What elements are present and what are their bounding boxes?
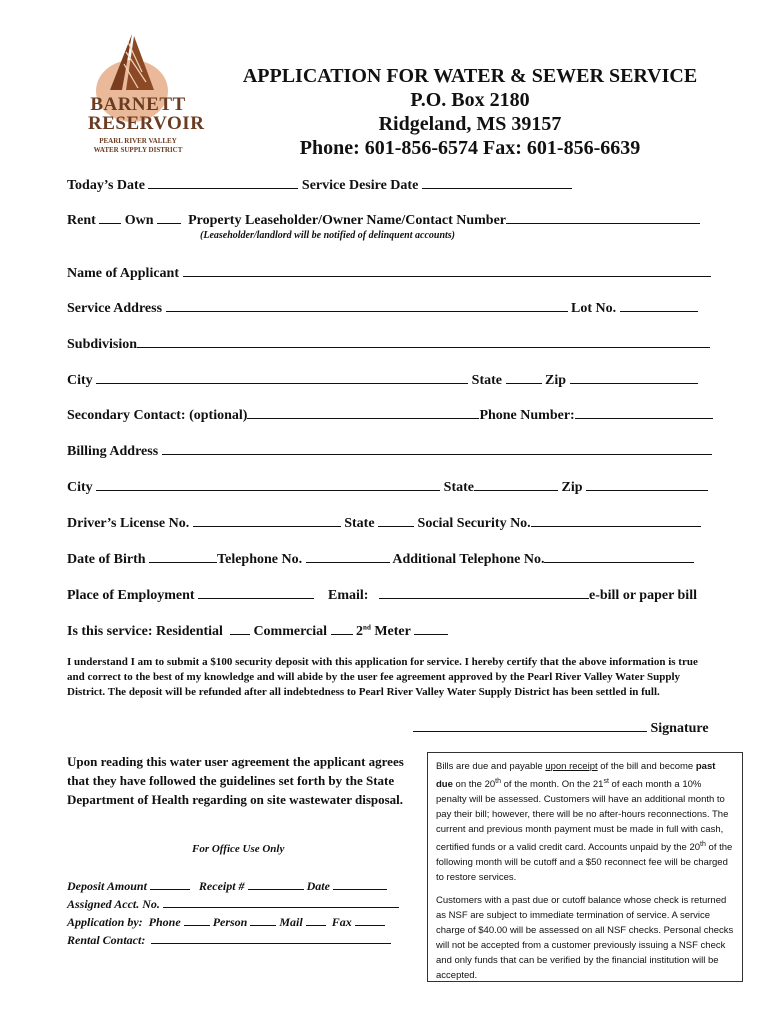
todays-date-label: Today’s Date <box>67 178 145 193</box>
dob-field[interactable] <box>149 550 217 563</box>
phone-number-field[interactable] <box>575 406 713 419</box>
fax-field[interactable] <box>355 913 385 926</box>
person-label: Person <box>212 915 248 929</box>
address-city: Ridgeland, MS 39157 <box>378 113 562 135</box>
barnett-reservoir-logo <box>88 32 205 162</box>
zip-label: Zip <box>545 373 567 388</box>
secondary-contact-field[interactable] <box>247 406 479 419</box>
service-address-label: Service Address <box>67 301 163 316</box>
row-drivers-license <box>67 514 701 532</box>
phone-number-label: Phone Number: <box>479 408 575 423</box>
commercial-field[interactable] <box>331 622 353 635</box>
email-label: Email: <box>328 588 369 603</box>
applicant-label: Name of Applicant <box>67 266 179 281</box>
billing-address-field[interactable] <box>162 442 712 455</box>
applicant-field[interactable] <box>183 264 711 277</box>
policy-text-d: of the month. On the 21 <box>501 779 604 791</box>
email-field[interactable] <box>379 586 589 599</box>
date-field[interactable] <box>333 877 387 890</box>
policy-sup-2: st <box>603 778 609 785</box>
sailboat-icon <box>102 32 162 94</box>
row-rent-own <box>67 211 700 229</box>
row-secondary-contact <box>67 406 713 424</box>
date-label: Date <box>306 879 330 893</box>
fax-label: Fax <box>331 915 352 929</box>
po-box: P.O. Box 2180 <box>410 89 530 111</box>
row-dates <box>67 176 572 194</box>
billing-city-label: City <box>67 480 93 495</box>
second-meter-number: 2 <box>356 624 364 639</box>
service-desire-date-label: Service Desire Date <box>301 178 419 193</box>
zip-field[interactable] <box>570 371 698 384</box>
policy-text-past-due: past due <box>436 761 716 791</box>
rent-label: Rent <box>67 213 96 228</box>
billing-state-field[interactable] <box>474 478 558 491</box>
subdivision-label: Subdivision <box>67 337 138 352</box>
phone-fax: Phone: 601-856-6574 Fax: 601-856-6639 <box>299 137 641 159</box>
row-city-2 <box>67 478 708 496</box>
form-header <box>200 64 740 160</box>
policy-text-a: Bills are due and payable <box>436 761 546 772</box>
lot-no-field[interactable] <box>620 299 698 312</box>
policy-text-b: of the bill and become <box>597 761 696 772</box>
assigned-label: Assigned Acct. No. <box>67 897 160 911</box>
service-desire-date-field[interactable] <box>422 176 572 189</box>
billing-city-field[interactable] <box>96 478 440 491</box>
billing-policy-paragraph-2: Customers with a past due or cutoff balance whose check is returned as NSF are subject to immediate termination of service. A service charge of $40.00 will be assessed on all NSF checks. Personal checks will not be accepted from a customer previously issuing a NSF check and only funds that can be verified by the financial institution will be accepted. <box>436 895 734 982</box>
dl-state-label: State <box>344 516 375 531</box>
employment-field[interactable] <box>198 586 314 599</box>
state-field[interactable] <box>506 371 542 384</box>
form-title: APPLICATION FOR WATER & SEWER SERVICE <box>242 65 698 87</box>
row-city-1 <box>67 371 698 389</box>
agreement-text: Upon reading this water user agreement the applicant agrees that they have followed the guidelines set forth by the State Department of Health regarding on site wastewater disposal. <box>67 754 404 807</box>
row-employment-email <box>67 586 697 604</box>
mail-field[interactable] <box>306 913 326 926</box>
additional-telephone-label: Additional Telephone No. <box>392 552 545 567</box>
rental-field[interactable] <box>151 931 391 944</box>
deposit-label: Deposit Amount <box>67 879 147 893</box>
leaseholder-field[interactable] <box>506 211 700 224</box>
billing-zip-field[interactable] <box>586 478 708 491</box>
office-use-title: For Office Use Only <box>192 843 285 855</box>
billing-state-label: State <box>443 480 474 495</box>
receipt-field[interactable] <box>248 877 304 890</box>
dl-state-field[interactable] <box>378 514 414 527</box>
row-service-address <box>67 299 698 317</box>
assigned-field[interactable] <box>163 895 399 908</box>
office-row-application-by <box>67 913 385 930</box>
phone-field[interactable] <box>184 913 210 926</box>
billing-zip-label: Zip <box>561 480 583 495</box>
drivers-license-label: Driver’s License No. <box>67 516 190 531</box>
service-address-field[interactable] <box>166 299 568 312</box>
additional-telephone-field[interactable] <box>544 550 694 563</box>
city-label: City <box>67 373 93 388</box>
own-field[interactable] <box>157 211 181 224</box>
mail-label: Mail <box>279 915 303 929</box>
billing-policy-box <box>427 752 743 982</box>
state-label: State <box>471 373 502 388</box>
signature-field[interactable] <box>413 719 647 732</box>
own-label: Own <box>124 213 154 228</box>
residential-label: Is this service: Residential <box>67 624 223 639</box>
todays-date-field[interactable] <box>148 176 298 189</box>
person-field[interactable] <box>250 913 276 926</box>
phone-label: Phone <box>148 915 181 929</box>
row-billing-address <box>67 442 712 460</box>
logo-text-district-2: WATER SUPPLY DISTRICT <box>93 146 183 154</box>
leaseholder-label: Property Leaseholder/Owner Name/Contact Number <box>188 213 507 228</box>
rental-label: Rental Contact: <box>67 933 146 947</box>
office-row-rental <box>67 931 391 948</box>
telephone-field[interactable] <box>306 550 390 563</box>
billing-policy-paragraph-1 <box>436 759 734 885</box>
social-security-label: Social Security No. <box>417 516 531 531</box>
dob-label: Date of Birth <box>67 552 146 567</box>
policy-text-c: on the 20 <box>452 779 496 791</box>
row-subdivision <box>67 335 710 353</box>
secondary-contact-label: Secondary Contact: (optional) <box>67 408 248 423</box>
logo-text-reservoir: RESERVOIR <box>88 113 205 134</box>
certification-text: I understand I am to submit a $100 security deposit with this application for service. I hereby certify that the above information is true and correct to the best of my knowledge and will abide by the user fee agreement approved by the Pearl River Valley Water Supply District. The deposit will be refunded after all indebtedness to Pearl River Valley Water Supply District has been settled in full. <box>67 656 698 698</box>
office-row-deposit <box>67 877 387 894</box>
signature-label: Signature <box>650 721 709 736</box>
policy-sup-3: th <box>700 841 706 849</box>
second-meter-sup: nd <box>363 623 371 632</box>
city-field[interactable] <box>96 371 468 384</box>
drivers-license-field[interactable] <box>193 514 341 527</box>
social-security-field[interactable] <box>531 514 701 527</box>
second-meter-label <box>356 624 411 639</box>
policy-text-e: of each month a 10% penalty will be assessed. Customers will have an additional month to pay their bill; however, there will be no after-hours reconnections. The current and previous month payment must be made in full with cash, certified funds or a valid credit card. Accounts unpaid by the 20 <box>436 779 729 854</box>
leaseholder-note: (Leaseholder/landlord will be notified of delinquent accounts) <box>200 230 455 241</box>
row-service-type <box>67 622 448 640</box>
row-applicant <box>67 264 711 282</box>
commercial-label: Commercial <box>253 624 328 639</box>
residential-field[interactable] <box>230 622 250 635</box>
billing-address-label: Billing Address <box>67 444 159 459</box>
second-meter-field[interactable] <box>414 622 448 635</box>
policy-text-f: of the following month will be cutoff and a $50 reconnect fee will be charged to restore services. <box>436 842 733 884</box>
logo-text-district-1: PEARL RIVER VALLEY <box>99 137 177 145</box>
ebill-label: e-bill or paper bill <box>588 588 697 603</box>
telephone-label: Telephone No. <box>217 552 303 567</box>
row-dob-telephone <box>67 550 694 568</box>
policy-sup-1: th <box>495 778 501 785</box>
logo-text-barnett: BARNETT <box>90 94 186 115</box>
signature-row <box>413 719 709 737</box>
subdivision-field[interactable] <box>137 335 710 348</box>
policy-text-upon-receipt: upon receipt <box>545 761 598 772</box>
deposit-field[interactable] <box>150 877 190 890</box>
office-row-assigned <box>67 895 399 912</box>
employment-label: Place of Employment <box>67 588 195 603</box>
application-by-label: Application by: <box>67 915 143 929</box>
receipt-label: Receipt # <box>198 879 245 893</box>
lot-no-label: Lot No. <box>571 301 617 316</box>
meter-label: Meter <box>374 624 411 639</box>
rent-field[interactable] <box>99 211 121 224</box>
